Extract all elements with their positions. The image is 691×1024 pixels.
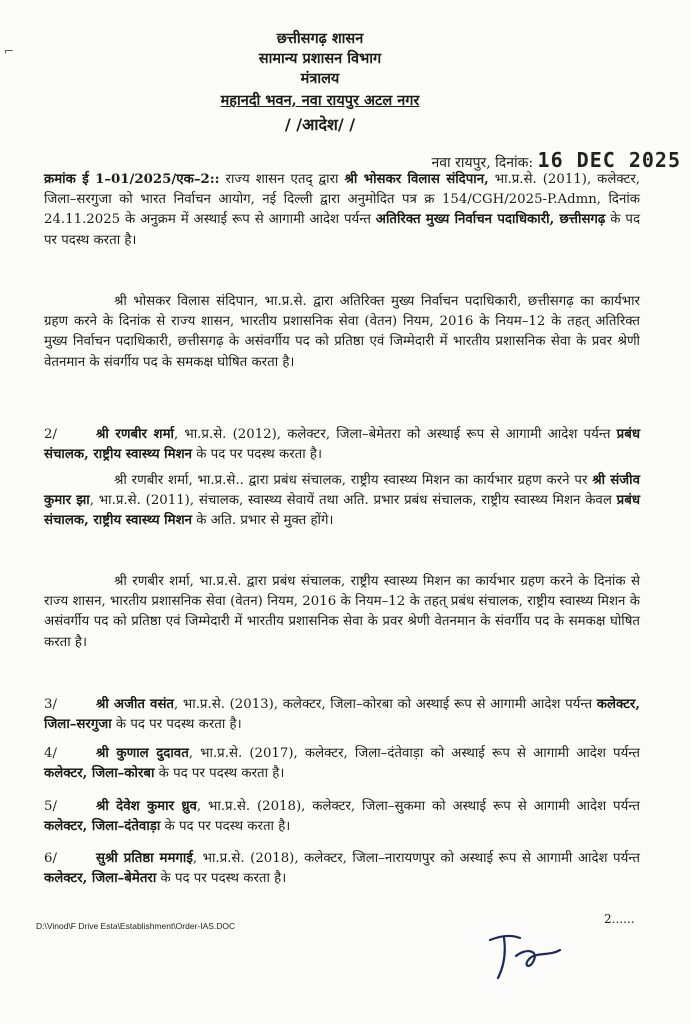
section-4: [44, 744, 640, 784]
officer-name-3: श्री अजीत वसंत: [96, 697, 175, 712]
officer-name-5: श्री देवेश कुमार ध्रुव: [96, 799, 197, 814]
order-title: / /आदेश/ /: [284, 115, 356, 134]
officer-name-1: श्री भोसकर विलास संदिपान,: [344, 172, 489, 187]
officer-name-2b: श्री संजीव कुमार झा: [44, 473, 641, 509]
section-2b-text-b: , भा.प्र.से. (2011), संचालक, स्वास्थ्य सेवायें तथा अति. प्रभार प्रबंध संचालक, राष्ट्रीय स्वास्थ्य मिशन केवल: [89, 493, 617, 509]
page-continuation: 2......: [604, 912, 635, 926]
section-4-text-a: , भा.प्र.से. (2017), कलेक्टर, जिला–दंतेवाड़ा को अस्थाई रूप से आगामी आदेश पर्यन्त: [188, 746, 640, 761]
section-4-text-b: के पद पर पदस्थ करता है।: [154, 766, 285, 782]
scan-mark: ⌐: [4, 44, 15, 58]
section-6-text-b: के पद पर पदस्थ करता है।: [156, 871, 287, 887]
section-2b: [44, 471, 640, 532]
header-address: महानदी भवन, नवा रायपुर अटल नगर: [220, 92, 420, 109]
para-1-text-c: के पद पर पदस्थ करता है।: [44, 212, 640, 248]
section-3-text-b: के पद पर पदस्थ करता है।: [111, 717, 242, 733]
signature-mark: [486, 926, 566, 986]
section-3-text-a: , भा.प्र.से. (2013), कलेक्टर, जिला–कोरबा को अस्थाई रूप से आगामी आदेश पर्यन्त: [174, 697, 597, 712]
officer-name-2: श्री रणबीर शर्मा: [96, 427, 174, 442]
post-2b: प्रबंध संचालक, राष्ट्रीय स्वास्थ्य मिशन: [44, 493, 640, 529]
date-stamp: 16 DEC 2025: [537, 148, 681, 172]
section-2-text-a: , भा.प्र.से. (2012), कलेक्टर, जिला–बेमेतरा को अस्थाई रूप से आगामी आदेश पर्यन्त: [173, 427, 617, 442]
section-6-text-a: , भा.प्र.से. (2018), कलेक्टर, जिला–नारायणपुर को अस्थाई रूप से आगामी आदेश पर्यन्त: [192, 851, 640, 866]
post-4: कलेक्टर, जिला–कोरबा: [44, 766, 155, 782]
para-1-text-b: भा.प्र.से. (2011), कलेक्टर, जिला–सरगुजा को भारत निर्वाचन आयोग, नई दिल्ली द्वारा अनुमोदित पत्र क्र 154/CGH/2025-P.Admn, दिनांक 24.11.2025 के अनुक्रम में अस्थाई रूप से आगामी आदेश पर्यन्त: [44, 172, 640, 228]
section-number: 2/: [44, 427, 57, 442]
officer-name-4: श्री कुणाल दुदावत: [96, 746, 189, 761]
post-1: अतिरिक्त मुख्य निर्वाचन पदाधिकारी, छत्तीसगढ़: [375, 212, 606, 228]
post-2: प्रबंध संचालक, राष्ट्रीय स्वास्थ्य मिशन: [44, 427, 640, 463]
section-5-text-a: , भा.प्र.से. (2018), कलेक्टर, जिला–सुकमा को अस्थाई रूप से आगामी आदेश पर्यन्त: [196, 799, 640, 814]
section-5: [44, 797, 640, 837]
officer-name-6: सुश्री प्रतिष्ठा ममगाई: [96, 851, 193, 866]
header-department: सामान्य प्रशासन विभाग: [258, 50, 382, 67]
order-number: क्रमांक ई 1–01/2025/एक–2::: [44, 172, 220, 187]
section-5-text-b: के पद पर पदस्थ करता है।: [160, 819, 291, 835]
post-3: कलेक्टर, जिला–सरगुजा: [44, 697, 640, 733]
para-1-text-a: राज्य शासन एतद् द्वारा: [219, 172, 345, 187]
para-1: [44, 170, 640, 251]
file-path: D:\Vinod\F Drive Esta\Establishment\Order-IAS.DOC: [36, 921, 236, 931]
section-number: 3/: [44, 697, 57, 712]
post-5: कलेक्टर, जिला–दंतेवाड़ा: [44, 819, 161, 835]
section-2-text-b: के पद पर पदस्थ करता है।: [192, 447, 322, 463]
section-3: [44, 695, 640, 735]
date-label: नवा रायपुर, दिनांक:: [431, 155, 534, 171]
section-number: 6/: [44, 851, 57, 866]
post-6: कलेक्टर, जिला–बेमेतरा: [44, 871, 157, 887]
section-2: [44, 425, 640, 465]
header-ministry: मंत्रालय: [300, 70, 340, 87]
section-number: 5/: [44, 799, 57, 814]
section-number: 4/: [44, 746, 57, 761]
header-govt: छत्तीसगढ़ शासन: [276, 30, 364, 47]
para-2: श्री भोसकर विलास संदिपान, भा.प्र.से. द्वारा अतिरिक्त मुख्य निर्वाचन पदाधिकारी, छत्तीसगढ़ का कार्यभार ग्रहण करने के दिनांक से राज्य शासन, भारतीय प्रशासनिक सेवा (वेतन) नियम, 2016 के नियम–12 के तहत् अतिरिक्त मुख्य निर्वाचन पदाधिकारी, छत्तीसगढ़ के असंवर्गीय पद को प्रतिष्ठा एवं जिम्मेदारी में भारतीय प्रशासनिक सेवा के प्रवर श्रेणी वेतनमान के संवर्गीय पद के समकक्ष घोषित करता है।: [44, 294, 640, 370]
section-6: [44, 849, 640, 889]
section-2c: श्री रणबीर शर्मा, भा.प्र.से. द्वारा प्रबंध संचालक, राष्ट्रीय स्वास्थ्य मिशन का कार्यभार ग्रहण करने के दिनांक से राज्य शासन, भारतीय प्रशासनिक सेवा (वेतन) नियम, 2016 के नियम–12 के तहत् प्रबंध संचालक, राष्ट्रीय स्वास्थ्य मिशन के असंवर्गीय पद को प्रतिष्ठा एवं जिम्मेदारी में भारतीय प्रशासनिक सेवा के प्रवर श्रेणी वेतनमान के संवर्गीय पद के समकक्ष घोषित करता है।: [44, 574, 640, 650]
date-line: [431, 148, 681, 172]
section-2b-text-c: के अति. प्रभार से मुक्त होंगे।: [192, 513, 334, 529]
section-2b-text-a: श्री रणबीर शर्मा, भा.प्र.से.. द्वारा प्रबंध संचालक, राष्ट्रीय स्वास्थ्य मिशन का कार्यभार ग्रहण करने पर: [114, 473, 593, 488]
